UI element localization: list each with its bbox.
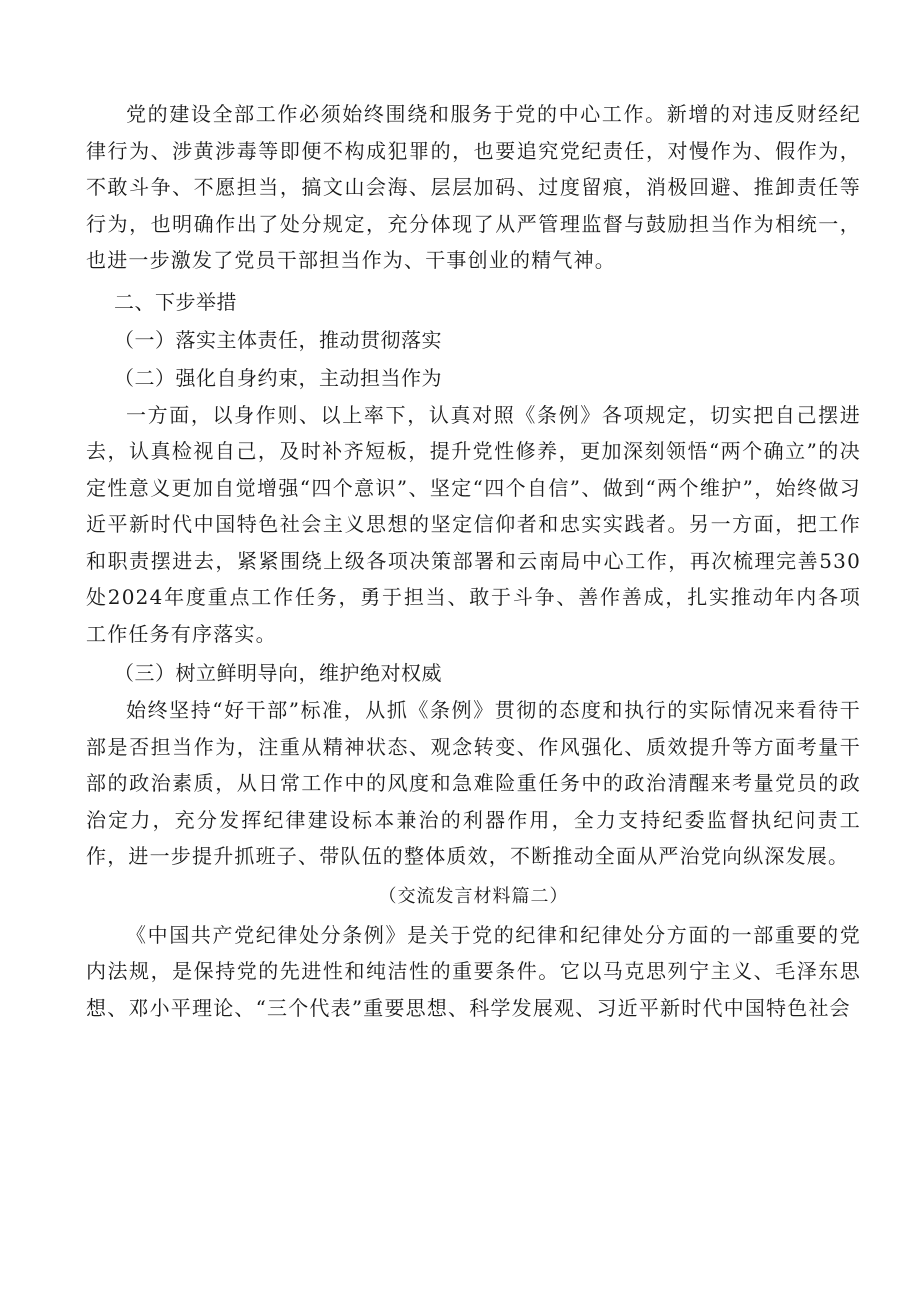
paragraph-party-building: 党的建设全部工作必须始终围绕和服务于党的中心工作。新增的对违反财经纪律行为、涉黄涉毒等即便不构成犯罪的，也要追究党纪责任，对慢作为、假作为，不敢斗争、不愿担当，搞文山会海、层层加码、过度留痕，消极回避、推卸责任等行为，也明确作出了处分规定，充分体现了从严管理监督与鼓励担当作为相统一，也进一步激发了党员干部担当作为、干事创业的精气神。 bbox=[86, 102, 861, 272]
section-caption: （交流发言材料篇二） bbox=[378, 885, 569, 907]
paragraph-good-cadre: 始终坚持“好干部”标准，从抓《条例》贯彻的态度和执行的实际情况来看待干部是否担当作为，注重从精神状态、观念转变、作风强化、质效提升等方面考量干部的政治素质，从日常工作中的风度和急难险重任务中的政治清醒来考量党员的政治定力，充分发挥纪律建设标本兼治的利器作用，全力支持纪委监督执纪问责工作，进一步提升抓班子、带队伍的整体质效，不断推动全面从严治党向纵深发展。 bbox=[86, 698, 861, 868]
subheading-authority: （三）树立鲜明导向，维护绝对权威 bbox=[114, 661, 442, 685]
document-page bbox=[86, 96, 861, 1026]
section-heading-next-steps: 二、下步举措 bbox=[114, 289, 237, 314]
subheading-self-discipline: （二）强化自身约束，主动担当作为 bbox=[114, 365, 442, 390]
paragraph-regulations-intro: 《中国共产党纪律处分条例》是关于党的纪律和纪律处分方面的一部重要的党内法规，是保持党的先进性和纯洁性的重要条件。它以马克思列宁主义、毛泽东思想、邓小平理论、“三个代表”重要思想、科学发展观、习近平新时代中国特色社会 bbox=[86, 922, 861, 1020]
subheading-responsibility: （一）落实主体责任，推动贯彻落实 bbox=[114, 327, 442, 352]
paragraph-self-discipline: 一方面，以身作则、以上率下，认真对照《条例》各项规定，切实把自己摆进去，认真检视自己，及时补齐短板，提升党性修养，更加深刻领悟“两个确立”的决定性意义更加自觉增强“四个意识”、坚定“四个自信”、做到“两个维护”，始终做习近平新时代中国特色社会主义思想的坚定信仰者和忠实实践者。另一方面，把工作和职责摆进去，紧紧围绕上级各项决策部署和云南局中心工作，再次梳理完善530处2024年度重点工作任务，勇于担当、敢于斗争、善作善成，扎实推动年内各项工作任务有序落实。 bbox=[86, 402, 861, 646]
